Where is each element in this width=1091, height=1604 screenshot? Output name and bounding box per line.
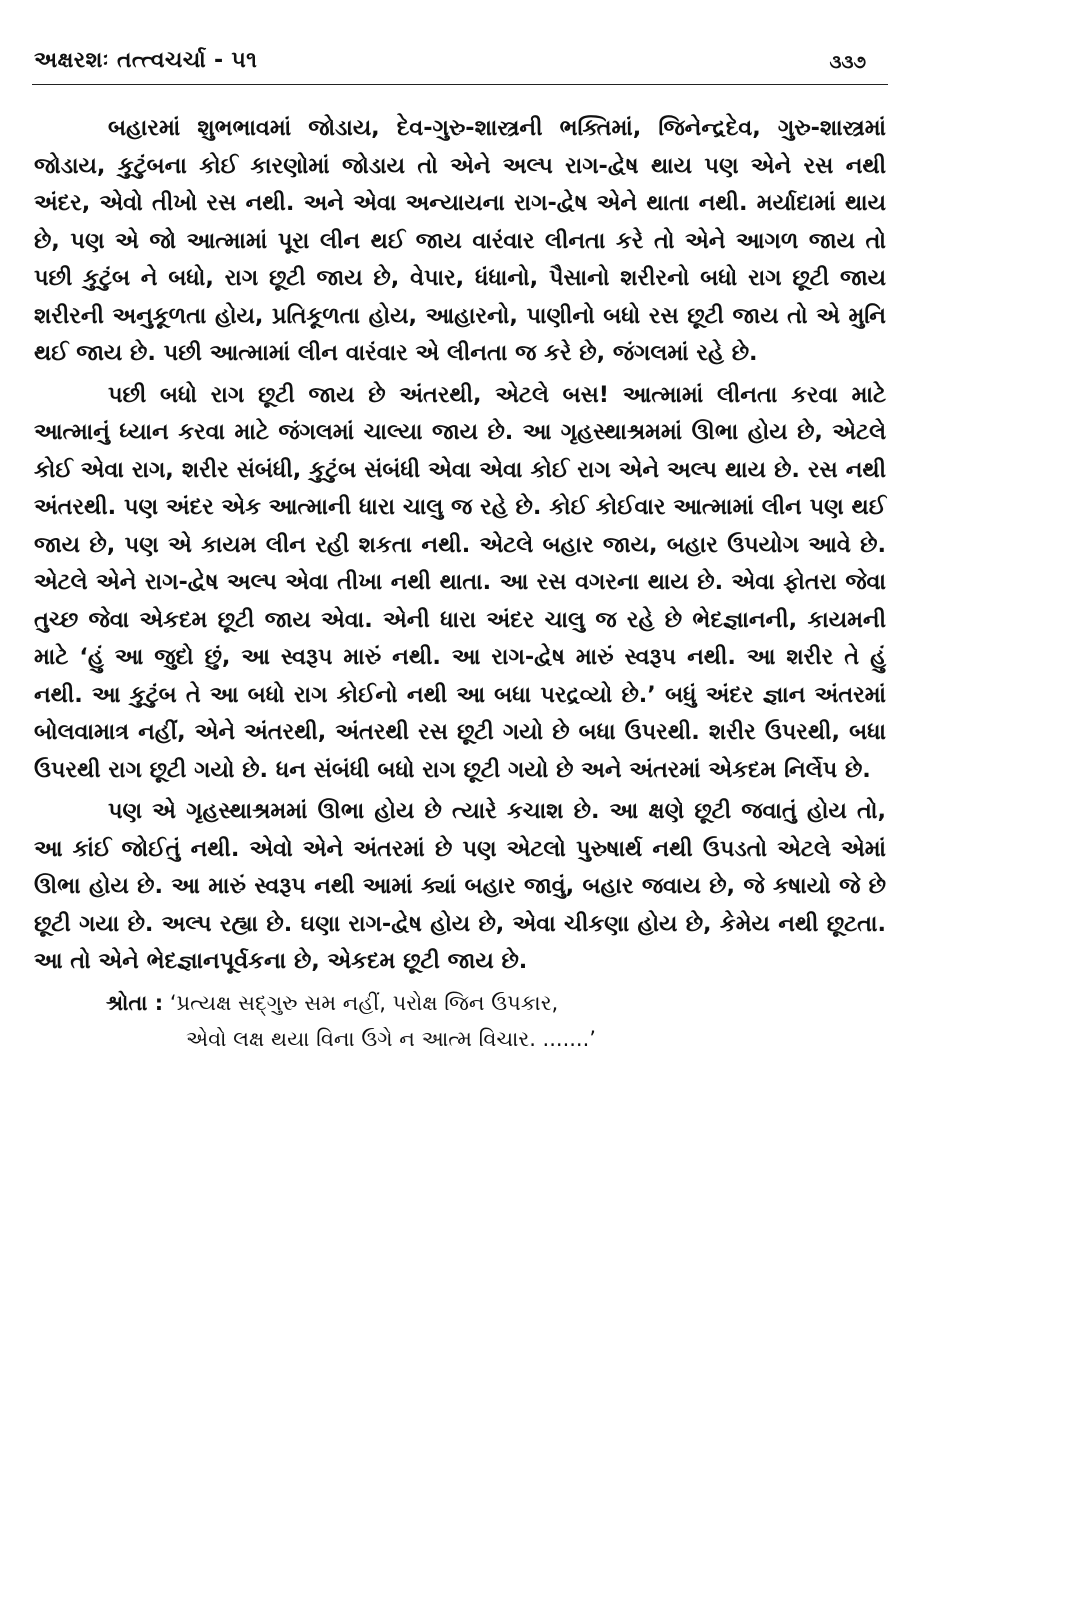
paragraph-1: બહારમાં શુભભાવમાં જોડાય, દેવ-ગુરુ-શાસ્ત્રની ભક્તિમાં, જિનેન્દ્રદેવ, ગુરુ-શાસ્ત્રમાં જોડાય, કુટુંબના કોઈ કારણોમાં જોડાય તો એને અલ્પ રાગ-દ્વેષ થાય પણ એને રસ નથી અંદર, એવો તીખો રસ નથી. અને એવા અન્યાયના રાગ-દ્વેષ એને થાતા નથી. મર્યાદામાં થાય છે, પણ એ જો આત્મામાં પૂરા લીન થઈ જાય વારંવાર લીનતા કરે તો એને આગળ જાય તો પછી કુટુંબ ને બધો, રાગ છૂટી જાય છે, વેપાર, ધંધાનો, પૈસાનો શરીરનો બધો રાગ છૂટી જાય શરીરની અનુકૂળતા હોય, પ્રતિકૂળતા હોય, આહારનો, પાણીનો બધો રસ છૂટી જાય તો એ મુનિ થઈ જાય છે. પછી આત્મામાં લીન વારંવાર એ લીનતા જ કરે છે, જંગલમાં રહે છે. (34, 115, 886, 366)
page-body (34, 110, 886, 1057)
listener-quote (34, 985, 886, 1057)
quote-text-1: ‘પ્રત્યક્ષ સદ્‌ગુરુ સમ નહીં, પરોક્ષ જિન ઉપકાર, (169, 990, 559, 1015)
quote-line-1 (34, 985, 886, 1021)
speaker-label: શ્રોતા : (106, 990, 164, 1015)
page-header (32, 44, 888, 85)
paragraph-3: પણ એ ગૃહસ્થાશ્રમમાં ઊભા હોય છે ત્યારે કચાશ છે. આ ક્ષણે છૂટી જવાતું હોય તો, આ કાંઈ જોઈતું નથી. એવો એને અંતરમાં છે પણ એટલો પુરુષાર્થ નથી ઉપડતો એટલે એમાં ઊભા હોય છે. આ મારું સ્વરૂપ નથી આમાં ક્યાં બહાર જાવું, બહાર જવાય છે, જે કષાયો જે છે છૂટી ગયા છે. અલ્પ રહ્યા છે. ઘણા રાગ-દ્વેષ હોય છે, એવા ચીકણા હોય છે, કેમેય નથી છૂટતા. આ તો એને ભેદજ્ઞાનપૂર્વકના છે, એકદમ છૂટી જાય છે. (34, 798, 886, 974)
quote-line-2: એવો લક્ષ થયા વિના ઉગે ન આત્મ વિચાર. .......’ (186, 1026, 596, 1051)
paragraph-2: પછી બધો રાગ છૂટી જાય છે અંતરથી, એટલે બસ! આત્મામાં લીનતા કરવા માટે આત્માનું ધ્યાન કરવા માટે જંગલમાં ચાલ્યા જાય છે. આ ગૃહસ્થાશ્રમમાં ઊભા હોય છે, એટલે કોઈ એવા રાગ, શરીર સંબંધી, કુટુંબ સંબંધી એવા એવા કોઈ રાગ એને અલ્પ થાય છે. રસ નથી અંતરથી. પણ અંદર એક આત્માની ધારા ચાલુ જ રહે છે. કોઈ કોઈવાર આત્મામાં લીન પણ થઈ જાય છે, પણ એ કાયમ લીન રહી શકતા નથી. એટલે બહાર જાય, બહાર ઉપયોગ આવે છે. એટલે એને રાગ-દ્વેષ અલ્પ એવા તીખા નથી થાતા. આ રસ વગરના થાય છે. એવા ફોતરા જેવા તુચ્છ જેવા એકદમ છૂટી જાય એવા. એની ધારા અંદર ચાલુ જ રહે છે ભેદજ્ઞાનની, કાયમની માટે ‘હું આ જુદો છું, આ સ્વરૂપ મારું નથી. આ રાગ-દ્વેષ મારું સ્વરૂપ નથી. આ શરીર તે હું નથી. આ કુટુંબ તે આ બધો રાગ કોઈનો નથી આ બધા પરદ્રવ્યો છે.’ બધું અંદર જ્ઞાન અંતરમાં બોલવામાત્ર નહીં, એને અંતરથી, અંતરથી રસ છૂટી ગયો છે બધા ઉપરથી. શરીર ઉપરથી, બધા ઉપરથી રાગ છૂટી ગયો છે. ધન સંબંધી બધો રાગ છૂટી ગયો છે અને અંતરમાં એકદમ નિર્લેપ છે. (34, 381, 886, 783)
running-header-title: અક્ષરશઃ તત્ત્વચર્ચા - ૫૧ (34, 48, 258, 73)
page-number: ૩૩૭ (829, 52, 866, 73)
